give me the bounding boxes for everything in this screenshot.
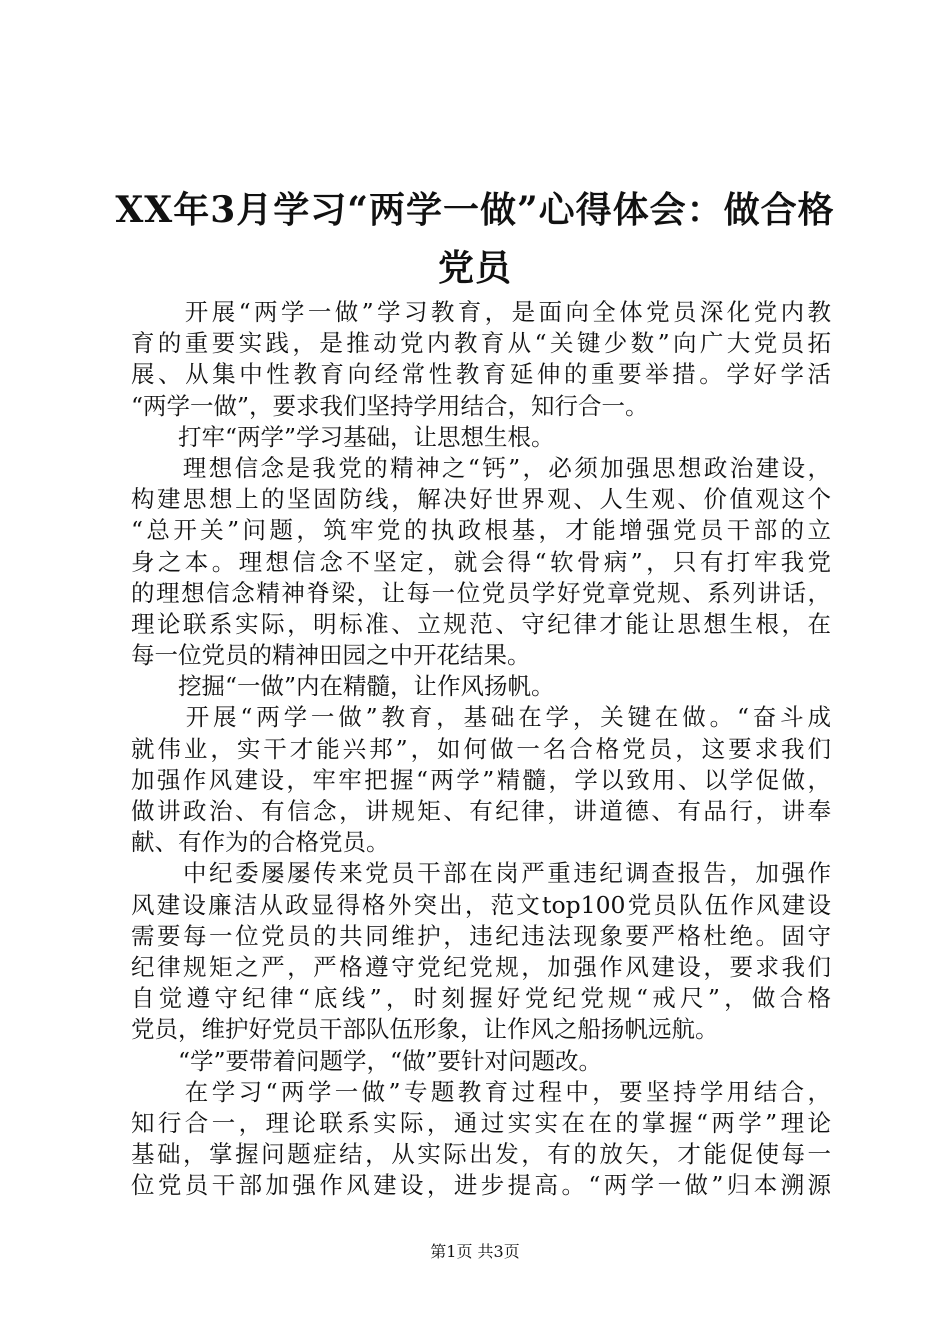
paragraph-line: 每一位党员的精神田园之中开花结果。: [131, 641, 531, 670]
paragraph-line: 风建设廉洁从政显得格外突出，范文top100党员队伍作风建设: [131, 890, 831, 919]
paragraph-line: 纪律规矩之严，严格遵守党纪党规，加强作风建设，要求我们: [131, 952, 831, 981]
paragraph-line: 基础，掌握问题症结，从实际出发，有的放矢，才能促使每一: [131, 1140, 831, 1169]
paragraph: [131, 702, 831, 858]
paragraph: [131, 297, 831, 422]
paragraph-line: 身之本。理想信念不坚定，就会得“软骨病”，只有打牢我党: [131, 547, 831, 576]
paragraph-line: 自觉遵守纪律“底线”，时刻握好党纪党规“戒尺”，做合格: [131, 984, 831, 1013]
paragraph-line: 位党员干部加强作风建设，进步提高。“两学一做”归本溯源: [131, 1171, 831, 1200]
paragraph-line: 理论联系实际，明标准、立规范、守纪律才能让思想生根，在: [131, 609, 831, 638]
paragraph: [131, 1046, 831, 1077]
document-title-line-1: XX年3月学习“两学一做”心得体会：做合格: [115, 189, 835, 231]
document-body: [131, 297, 831, 1201]
paragraph: [131, 453, 831, 671]
paragraph-line: 党员，维护好党员干部队伍形象，让作风之船扬帆远航。: [131, 1015, 719, 1044]
paragraph-line: 献、有作为的合格党员。: [131, 828, 390, 857]
paragraph-line: 需要每一位党员的共同维护，违纪违法现象要严格杜绝。固守: [131, 921, 831, 950]
paragraph-line: 开展“两学一做”学习教育，是面向全体党员深化党内教: [131, 298, 831, 326]
document-title-line-2: 党员: [437, 247, 512, 289]
paragraph-line: 展、从集中性教育向经常性教育延伸的重要举措。学好学活: [131, 360, 831, 389]
paragraph: [131, 858, 831, 1045]
paragraph-line: 知行合一，理论联系实际，通过实实在在的掌握“两学”理论: [131, 1108, 831, 1137]
paragraph-line: 构建思想上的坚固防线，解决好世界观、人生观、价值观这个: [131, 485, 831, 514]
paragraph-line: “学”要带着问题学，“做”要针对问题改。: [131, 1046, 603, 1075]
paragraph: [131, 422, 831, 453]
paragraph-line: 加强作风建设，牢牢把握“两学”精髓，学以致用、以学促做，: [131, 765, 831, 794]
paragraph: [131, 671, 831, 702]
paragraph-line: 在学习“两学一做”专题教育过程中，要坚持学用结合，: [131, 1077, 831, 1106]
paragraph-line: 的理想信念精神脊梁，让每一位党员学好党章党规、系列讲话，: [131, 578, 831, 607]
paragraph-line: “总开关”问题，筑牢党的执政根基，才能增强党员干部的立: [131, 516, 831, 545]
paragraph-line: “两学一做”，要求我们坚持学用结合，知行合一。: [131, 391, 649, 420]
page-footer: 第1页 共3页: [430, 1242, 520, 1261]
paragraph-line: 理想信念是我党的精神之“钙”，必须加强思想政治建设，: [131, 453, 831, 482]
paragraph-line: 开展“两学一做”教育，基础在学，关键在做。“奋斗成: [131, 703, 831, 732]
paragraph-line: 中纪委屡屡传来党员干部在岗严重违纪调查报告，加强作: [131, 859, 831, 888]
paragraph-line: 育的重要实践，是推动党内教育从“关键少数”向广大党员拓: [131, 329, 831, 358]
paragraph-line: 打牢“两学”学习基础，让思想生根。: [131, 422, 555, 451]
paragraph-line: 挖掘“一做”内在精髓，让作风扬帆。: [131, 672, 555, 701]
paragraph: [131, 1077, 831, 1202]
paragraph-line: 就伟业，实干才能兴邦”，如何做一名合格党员，这要求我们: [131, 734, 831, 763]
paragraph-line: 做讲政治、有信念，讲规矩、有纪律，讲道德、有品行，讲奉: [131, 797, 831, 825]
